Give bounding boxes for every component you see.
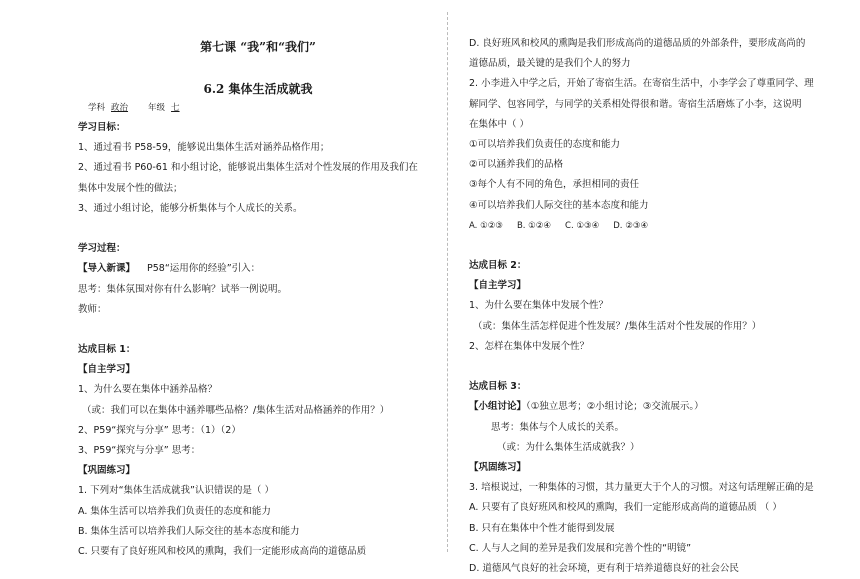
exercise-1-option-d-cont: 道德品质，最关键的是我们个人的努力	[469, 58, 631, 70]
subject-value: 政治	[111, 103, 129, 113]
question-1: 1、为什么要在集体中涵养品格？	[78, 384, 218, 396]
group-alt: （或：为什么集体生活成就我？）	[497, 441, 640, 453]
process-heading: 学习过程：	[78, 243, 126, 255]
goal-item: 1、通过看书 P58-59，能够说出集体生活对涵养品格作用；	[78, 142, 330, 154]
question-3: 3、P59“探究与分享” 思考：	[78, 445, 201, 456]
target2-question-1-alt: （或：集体生活怎样促进个性发展？/集体生活对个性发展的作用？）	[473, 320, 762, 332]
exercise-3-option-b: B. 只有在集体中个性才能得到发展	[469, 522, 615, 534]
choice-c: C. ①③④	[565, 220, 600, 231]
target3-heading: 达成目标 3：	[469, 381, 527, 393]
think-line: 思考：集体氛围对你有什么影响？试举一例说明。	[78, 283, 288, 295]
exercise-2-statement: ①可以培养我们负责任的态度和能力	[469, 138, 621, 150]
goal-item: 集体中发展个性的做法；	[78, 182, 183, 194]
left-column	[78, 118, 438, 562]
question-2: 2、P59“探究与分享” 思考：（1）（2）	[78, 424, 241, 436]
choice-b: B. ①②④	[516, 220, 552, 231]
exercise-2-statement: ③每个人有不同的角色，承担相同的责任	[469, 179, 640, 191]
group-discussion-line	[469, 397, 829, 417]
exercise-3-option-c: C. 人与人之间的差异是我们发展和完善个性的“明镜”	[469, 542, 692, 554]
target2-question-2: 2、怎样在集体中发展个性？	[469, 340, 590, 352]
practice-tag: 【巩固练习】	[78, 465, 136, 477]
exercise-1-option-b: B. 集体生活可以培养我们人际交往的基本态度和能力	[78, 525, 300, 537]
intro-tag: 【导入新课】	[78, 263, 136, 275]
intro-text: P58“运用你的经验”引入：	[147, 263, 261, 275]
exercise-2-stem: 2. 小李进入中学之后，开始了寄宿生活。在寄宿生活中，小李学会了尊重同学、理	[469, 78, 814, 90]
exercise-3-option-d: D. 道德风气良好的社会环境，更有利于培养道德良好的社会公民	[469, 562, 739, 574]
exercise-2-choices	[469, 216, 829, 236]
group-tag: 【小组讨论】	[469, 401, 527, 413]
group-steps: （①独立思考；②小组讨论；③交流展示。）	[526, 401, 704, 413]
exercise-1-option-c: C. 只要有了良好班风和校风的熏陶，我们一定能形成高尚的道德品质	[78, 545, 367, 557]
question-1-alt: （或：我们可以在集体中涵养哪些品格？/集体生活对品格涵养的作用？）	[82, 404, 390, 416]
intro-line	[78, 259, 438, 279]
exercise-2-stem-cont: 解同学、包容同学，与同学的关系相处得很和谐。寄宿生活磨炼了小李，这说明	[469, 98, 802, 110]
goals-heading: 学习目标：	[78, 122, 126, 133]
choice-d: D. ②③④	[613, 220, 649, 231]
grade-label: 年级	[148, 103, 166, 113]
subject-grade-line	[88, 101, 186, 113]
exercise-2-statement: ④可以培养我们人际交往的基本态度和能力	[469, 199, 649, 211]
right-column	[469, 34, 829, 579]
self-study-tag: 【自主学习】	[78, 364, 136, 376]
page-divider	[447, 12, 448, 552]
exercise-2-stem-end: 在集体中（ ）	[469, 118, 530, 130]
exercise-3-option-a: A. 只要有了良好班风和校风的熏陶，我们一定能形成高尚的道德品质 （ ）	[469, 502, 782, 514]
practice-tag: 【巩固练习】	[469, 461, 527, 473]
target2-question-1: 1、为什么要在集体中发展个性？	[469, 300, 609, 312]
goal-item: 3、通过小组讨论，能够分析集体与个人成长的关系。	[78, 202, 303, 214]
target1-heading: 达成目标 1：	[78, 344, 136, 356]
self-study-tag: 【自主学习】	[469, 280, 527, 292]
lesson-title: 第七课 “我”和“我们”	[200, 40, 316, 54]
goal-item: 2、通过看书 P60-61 和小组讨论，能够说出集体生活对个性发展的作用及我们在	[78, 162, 418, 174]
section-title: 6.2 集体生活成就我	[203, 82, 313, 96]
choice-a: A. ①②③	[469, 220, 503, 231]
exercise-1-stem: 1. 下列对“集体生活成就我”认识错误的是（ ）	[78, 485, 274, 497]
exercise-3-stem: 3. 培根说过，一种集体的习惯，其力量更大于个人的习惯。对这句话理解正确的是	[469, 482, 814, 494]
teacher-line: 教师：	[78, 303, 107, 315]
group-think: 思考：集体与个人成长的关系。	[491, 421, 625, 433]
exercise-1-option-d: D. 良好班风和校风的熏陶是我们形成高尚的道德品质的外部条件，要形成高尚的	[469, 38, 806, 49]
grade-value: 七	[171, 103, 180, 113]
exercise-2-statement: ②可以涵养我们的品格	[469, 159, 564, 171]
target2-heading: 达成目标 2：	[469, 260, 527, 272]
exercise-1-option-a: A. 集体生活可以培养我们负责任的态度和能力	[78, 505, 271, 517]
subject-label: 学科	[88, 103, 106, 113]
